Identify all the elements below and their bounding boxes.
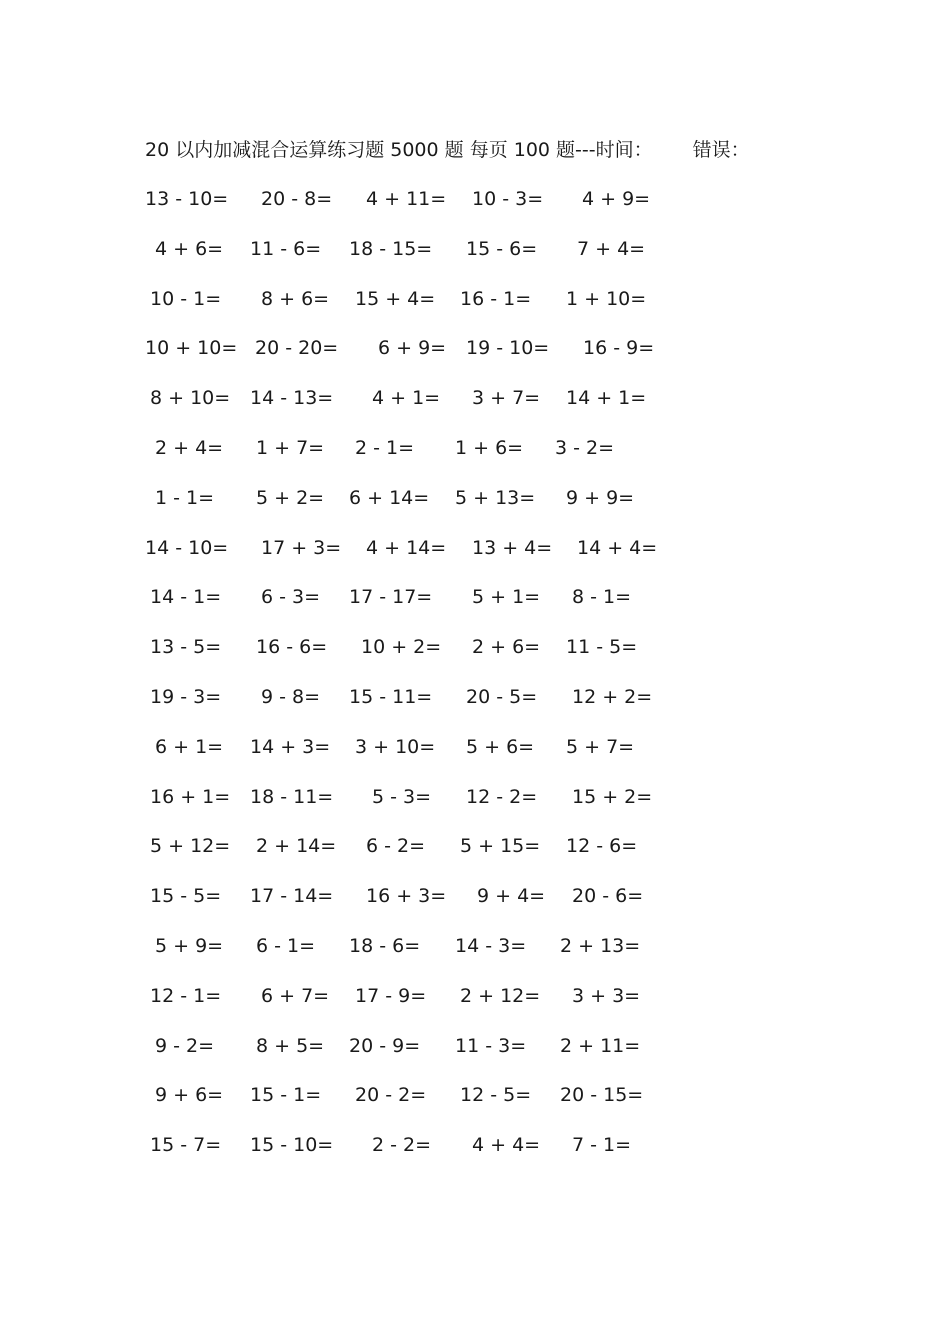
problem-item: 15 + 2= xyxy=(572,785,653,808)
problem-item: 13 + 4= xyxy=(472,536,553,559)
problem-item: 14 + 4= xyxy=(577,536,658,559)
problem-item: 6 + 14= xyxy=(349,486,430,509)
problem-item: 8 - 1= xyxy=(572,586,632,609)
problem-item: 14 - 1= xyxy=(150,586,222,609)
problem-item: 17 - 14= xyxy=(250,885,334,908)
problem-row xyxy=(145,1082,705,1132)
problem-item: 9 + 9= xyxy=(566,486,635,509)
problem-item: 10 + 2= xyxy=(361,636,442,659)
problem-row xyxy=(145,485,705,535)
problem-item: 19 - 10= xyxy=(466,337,550,360)
problem-item: 15 - 1= xyxy=(250,1084,322,1107)
problem-item: 9 - 2= xyxy=(155,1034,215,1057)
problem-item: 1 - 1= xyxy=(155,486,215,509)
problem-item: 17 - 17= xyxy=(349,586,433,609)
problem-row xyxy=(145,535,705,585)
problem-item: 10 + 10= xyxy=(145,337,238,360)
problem-item: 20 - 5= xyxy=(466,685,538,708)
problem-row xyxy=(145,385,705,435)
problem-item: 2 + 14= xyxy=(256,835,337,858)
problem-item: 2 + 4= xyxy=(155,436,224,459)
problem-row xyxy=(145,784,705,834)
problem-item: 20 - 6= xyxy=(572,885,644,908)
problem-row xyxy=(145,933,705,983)
problem-row xyxy=(145,584,705,634)
problem-item: 13 - 10= xyxy=(145,188,229,210)
problem-row xyxy=(145,1132,705,1182)
problem-item: 14 - 3= xyxy=(455,934,527,957)
problem-item: 16 - 9= xyxy=(583,337,655,360)
problem-item: 20 - 8= xyxy=(261,188,333,210)
problem-item: 4 + 6= xyxy=(155,237,224,260)
problem-item: 10 - 1= xyxy=(150,287,222,310)
problem-item: 20 - 9= xyxy=(349,1034,421,1057)
problem-item: 12 - 6= xyxy=(566,835,638,858)
problem-item: 18 - 15= xyxy=(349,237,433,260)
problem-item: 15 + 4= xyxy=(355,287,436,310)
error-label: 错误： xyxy=(692,139,750,161)
problem-item: 5 + 13= xyxy=(455,486,536,509)
problem-item: 16 + 1= xyxy=(150,785,231,808)
problem-item: 1 + 6= xyxy=(455,436,524,459)
worksheet-header xyxy=(145,137,750,163)
problem-item: 12 - 1= xyxy=(150,984,222,1007)
problem-item: 11 - 5= xyxy=(566,636,638,659)
problem-item: 10 - 3= xyxy=(472,188,544,210)
problem-item: 6 - 3= xyxy=(261,586,321,609)
problem-item: 6 + 9= xyxy=(378,337,447,360)
problem-item: 3 + 7= xyxy=(472,387,541,410)
problem-item: 12 + 2= xyxy=(572,685,653,708)
problem-item: 20 - 15= xyxy=(560,1084,644,1107)
problem-item: 18 - 11= xyxy=(250,785,334,808)
problem-item: 12 - 2= xyxy=(466,785,538,808)
problem-item: 4 + 9= xyxy=(582,188,651,210)
problem-item: 5 + 12= xyxy=(150,835,231,858)
problem-item: 20 - 20= xyxy=(255,337,339,360)
problem-item: 15 - 5= xyxy=(150,885,222,908)
problem-item: 5 + 2= xyxy=(256,486,325,509)
problem-item: 2 + 13= xyxy=(560,934,641,957)
problem-row xyxy=(145,335,705,385)
problem-item: 2 - 1= xyxy=(355,436,415,459)
worksheet-title: 20 以内加减混合运算练习题 5000 题 每页 100 题---时间： xyxy=(145,139,653,161)
problem-item: 18 - 6= xyxy=(349,934,421,957)
problem-row xyxy=(145,883,705,933)
problem-item: 11 - 6= xyxy=(250,237,322,260)
problem-item: 4 + 11= xyxy=(366,188,447,210)
problem-item: 15 - 6= xyxy=(466,237,538,260)
problem-row xyxy=(145,634,705,684)
problem-item: 8 + 5= xyxy=(256,1034,325,1057)
problem-item: 16 - 1= xyxy=(460,287,532,310)
problem-item: 5 - 3= xyxy=(372,785,432,808)
problem-row xyxy=(145,833,705,883)
problem-item: 14 - 10= xyxy=(145,536,229,559)
problem-item: 15 - 11= xyxy=(349,685,433,708)
problem-item: 16 - 6= xyxy=(256,636,328,659)
problem-item: 5 + 15= xyxy=(460,835,541,858)
problem-item: 19 - 3= xyxy=(150,685,222,708)
problem-item: 14 + 1= xyxy=(566,387,647,410)
problem-item: 4 + 4= xyxy=(472,1134,541,1157)
problem-grid xyxy=(145,186,705,1182)
problem-item: 13 - 5= xyxy=(150,636,222,659)
problem-item: 11 - 3= xyxy=(455,1034,527,1057)
problem-item: 2 - 2= xyxy=(372,1134,432,1157)
problem-item: 1 + 7= xyxy=(256,436,325,459)
problem-row xyxy=(145,186,705,236)
problem-item: 3 + 10= xyxy=(355,735,436,758)
problem-item: 9 + 6= xyxy=(155,1084,224,1107)
problem-item: 14 - 13= xyxy=(250,387,334,410)
problem-item: 6 - 2= xyxy=(366,835,426,858)
problem-item: 15 - 10= xyxy=(250,1134,334,1157)
problem-item: 14 + 3= xyxy=(250,735,331,758)
problem-item: 2 + 12= xyxy=(460,984,541,1007)
problem-item: 7 + 4= xyxy=(577,237,646,260)
problem-item: 17 + 3= xyxy=(261,536,342,559)
problem-item: 8 + 6= xyxy=(261,287,330,310)
problem-item: 5 + 7= xyxy=(566,735,635,758)
problem-item: 12 - 5= xyxy=(460,1084,532,1107)
problem-item: 5 + 6= xyxy=(466,735,535,758)
problem-item: 5 + 1= xyxy=(472,586,541,609)
problem-row xyxy=(145,435,705,485)
problem-row xyxy=(145,286,705,336)
problem-item: 3 + 3= xyxy=(572,984,641,1007)
problem-item: 6 + 7= xyxy=(261,984,330,1007)
problem-item: 9 - 8= xyxy=(261,685,321,708)
problem-item: 2 + 6= xyxy=(472,636,541,659)
problem-item: 6 + 1= xyxy=(155,735,224,758)
problem-item: 20 - 2= xyxy=(355,1084,427,1107)
problem-item: 4 + 1= xyxy=(372,387,441,410)
problem-item: 8 + 10= xyxy=(150,387,231,410)
problem-item: 2 + 11= xyxy=(560,1034,641,1057)
problem-item: 17 - 9= xyxy=(355,984,427,1007)
problem-row xyxy=(145,734,705,784)
problem-item: 16 + 3= xyxy=(366,885,447,908)
problem-row xyxy=(145,684,705,734)
problem-row xyxy=(145,983,705,1033)
problem-item: 9 + 4= xyxy=(477,885,546,908)
problem-item: 1 + 10= xyxy=(566,287,647,310)
problem-item: 5 + 9= xyxy=(155,934,224,957)
problem-item: 7 - 1= xyxy=(572,1134,632,1157)
problem-item: 3 - 2= xyxy=(555,436,615,459)
problem-row xyxy=(145,236,705,286)
problem-row xyxy=(145,1033,705,1083)
problem-item: 15 - 7= xyxy=(150,1134,222,1157)
problem-item: 6 - 1= xyxy=(256,934,316,957)
problem-item: 4 + 14= xyxy=(366,536,447,559)
